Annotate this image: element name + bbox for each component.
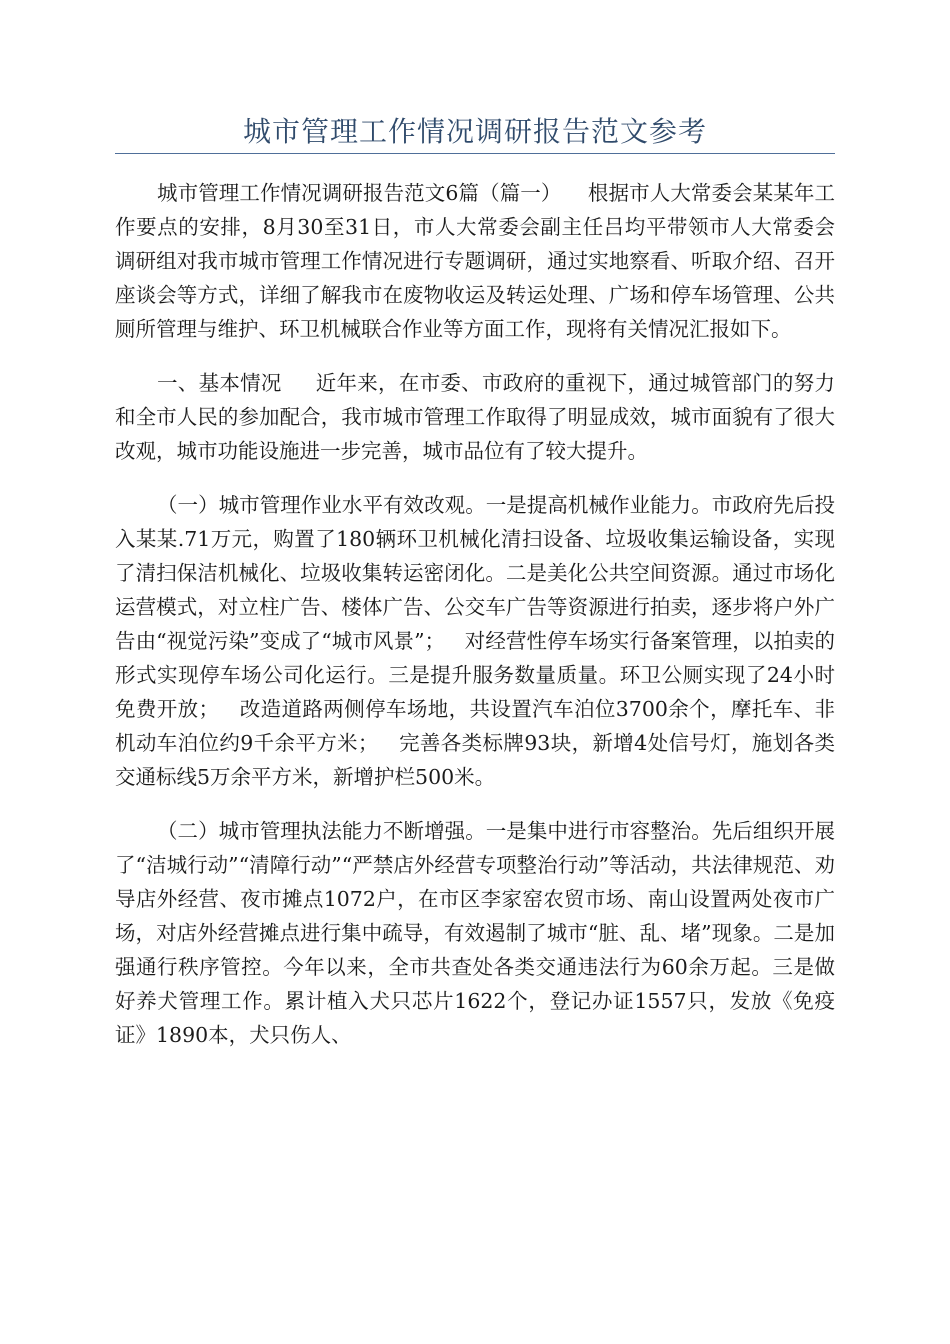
document-title: 城市管理工作情况调研报告范文参考 xyxy=(242,115,707,148)
paragraph-3: （一）城市管理作业水平有效改观。一是提高机械作业能力。市政府先后投入某某.71万元，购置了180辆环卫机械化清扫设备、垃圾收集运输设备，实现了清扫保洁机械化、垃圾收集转运密闭化。二是美化公共空间资源。通过市场化运营模式，对立柱广告、楼体广告、公交车广告等资源进行拍卖，逐步将户外广告由“视觉污染”变成了“城市风景”； 对经营性停车场实行备案管理，以拍卖的形式实现停车场公司化运行。三是提升服务数量质量。环卫公厕实现了24小时免费开放； 改造道路两侧停车场地，共设置汽车泊位3700余个，摩托车、非机动车泊位约9千余平方米； 完善各类标牌93块，新增4处信号灯，施划各类交通标线5万余平方米，新增护栏500米。 xyxy=(115,493,835,789)
paragraph-2: 一、基本情况 近年来，在市委、市政府的重视下，通过城管部门的努力和全市人民的参加配合，我市城市管理工作取得了明显成效，城市面貌有了很大改观，城市功能设施进一步完善，城市品位有了较大提升。 xyxy=(115,371,835,463)
paragraph-4: （二）城市管理执法能力不断增强。一是集中进行市容整治。先后组织开展了“洁城行动”“清障行动”“严禁店外经营专项整治行动”等活动，共法律规范、劝导店外经营、夜市摊点1072户，在市区李家窑农贸市场、南山设置两处夜市广场，对店外经营摊点进行集中疏导，有效遏制了城市“脏、乱、堵”现象。二是加强通行秩序管控。今年以来，全市共查处各类交通违法行为60余万起。三是做好养犬管理工作。累计植入犬只芯片1622个，登记办证1557只，发放《免疫证》1890本，犬只伤人、 xyxy=(115,819,835,1047)
paragraph-1: 城市管理工作情况调研报告范文6篇（篇一） 根据市人大常委会某某年工作要点的安排，8月30至31日，市人大常委会副主任吕均平带领市人大常委会调研组对我市城市管理工作情况进行专题调研，通过实地察看、听取介绍、召开座谈会等方式，详细了解我市在废物收运及转运处理、广场和停车场管理、公共厕所管理与维护、环卫机械联合作业等方面工作，现将有关情况汇报如下。 xyxy=(115,181,835,341)
title-underline xyxy=(115,153,835,154)
document-body xyxy=(115,176,835,1072)
